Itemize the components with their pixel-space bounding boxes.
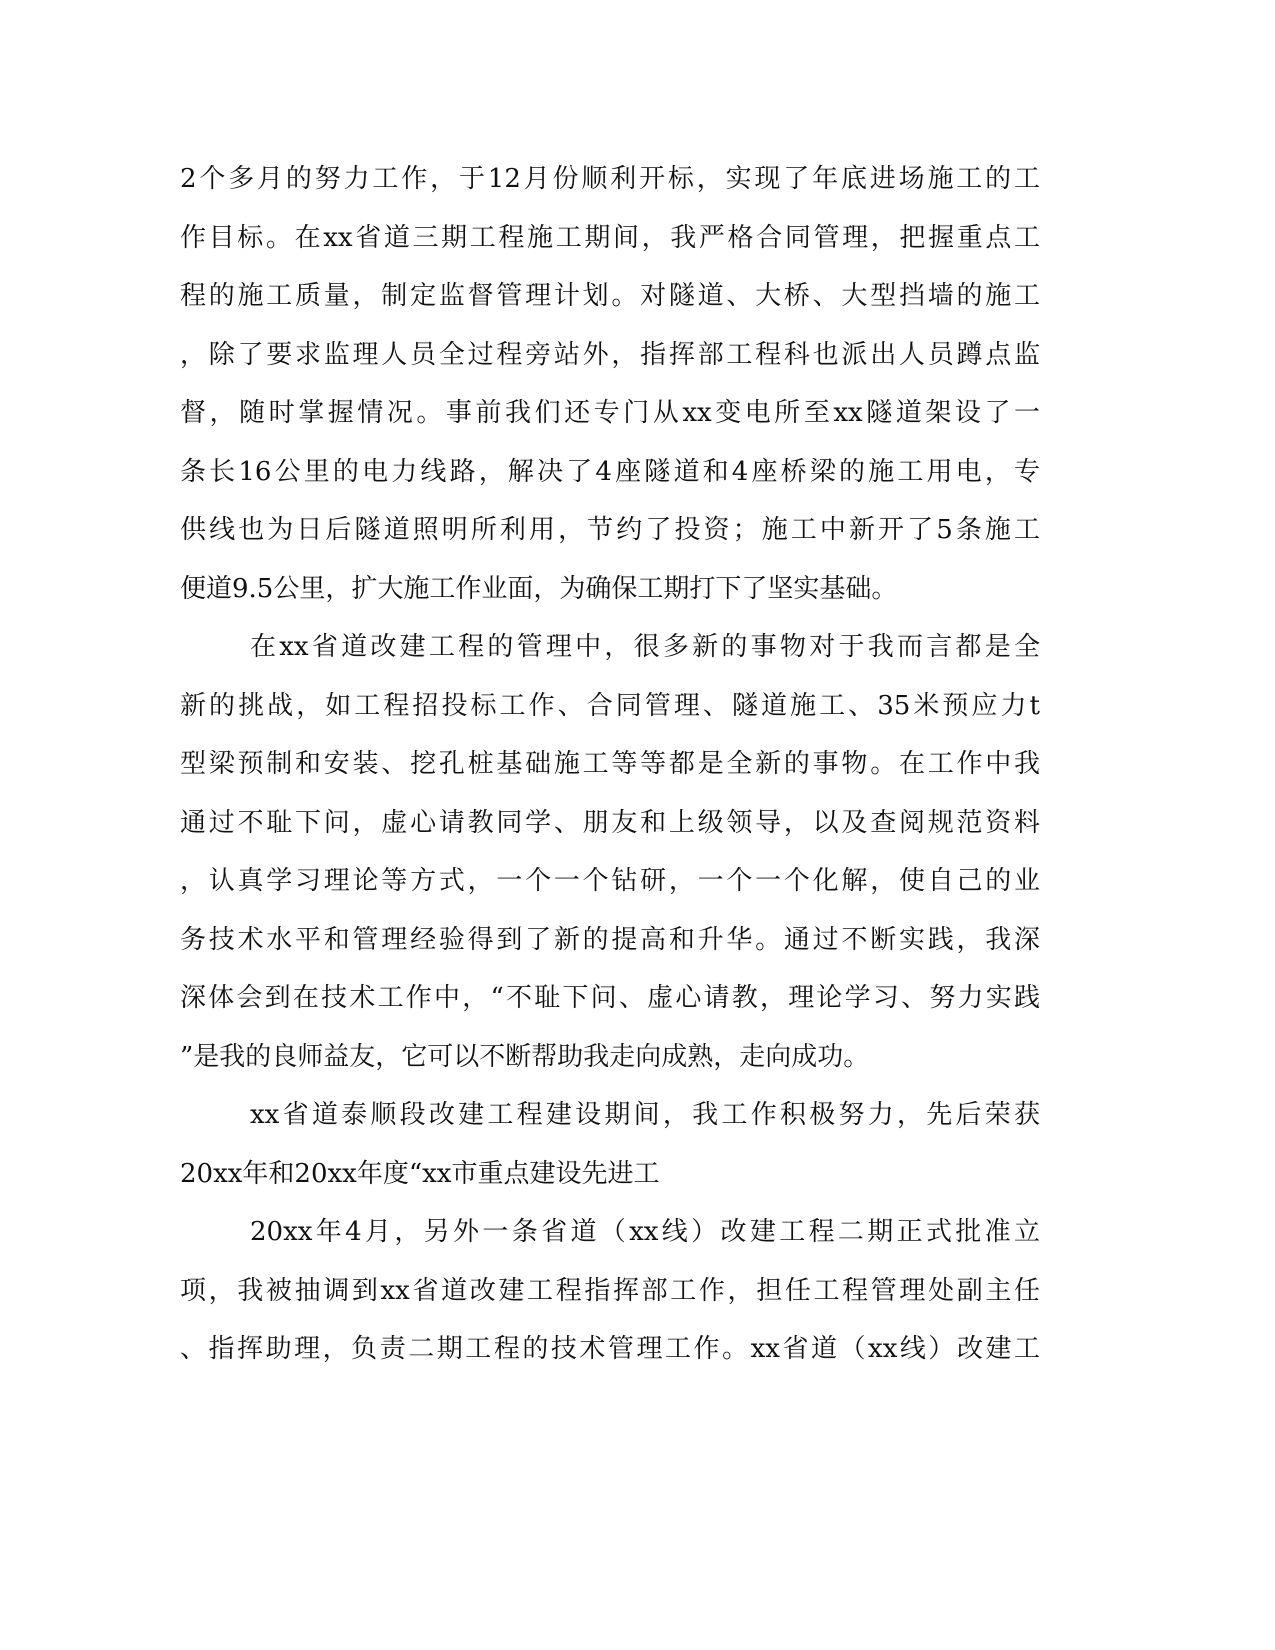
text-line: 型梁预制和安装、挖孔桩基础施工等等都是全新的事物。在工作中我 bbox=[180, 749, 1040, 779]
text-line: 务技术水平和管理经验得到了新的提高和升华。通过不断实践，我深 bbox=[180, 924, 1040, 955]
text-line: ，除了要求监理人员全过程旁站外，指挥部工程科也派出人员蹲点监 bbox=[180, 339, 1040, 370]
text-line: 在xx省道改建工程的管理中，很多新的事物对于我而言都是全 bbox=[250, 632, 1040, 662]
text-line: 项，我被抽调到xx省道改建工程指挥部工作，担任工程管理处副主任 bbox=[180, 1275, 1040, 1306]
text-line: 作目标。在xx省道三期工程施工期间，我严格合同管理，把握重点工 bbox=[180, 222, 1040, 253]
text-line: 供线也为日后隧道照明所利用，节约了投资；施工中新开了5条施工 bbox=[180, 515, 1040, 545]
text-line: 、指挥助理，负责二期工程的技术管理工作。xx省道（xx线）改建工 bbox=[180, 1334, 1040, 1364]
text-line: 条长16公里的电力线路，解决了4座隧道和4座桥梁的施工用电，专 bbox=[180, 456, 1040, 487]
text-line: 深体会到在技术工作中，“不耻下问、虚心请教，理论学习、努力实践 bbox=[180, 983, 1040, 1013]
text-line: 程的施工质量，制定监督管理计划。对隧道、大桥、大型挡墙的施工 bbox=[180, 281, 1040, 311]
text-line: xx省道泰顺段改建工程建设期间，我工作积极努力，先后荣获 bbox=[250, 1100, 1040, 1130]
text-line: 20xx年4月，另外一条省道（xx线）改建工程二期正式批准立 bbox=[250, 1217, 1040, 1247]
document-body bbox=[180, 150, 1040, 1379]
text-line: 20xx年和20xx年度“xx市重点建设先进工 bbox=[180, 1158, 660, 1189]
text-line: 通过不耻下问，虚心请教同学、朋友和上级领导，以及查阅规范资料 bbox=[180, 807, 1040, 838]
text-line: 督，随时掌握情况。事前我们还专门从xx变电所至xx隧道架设了一 bbox=[180, 398, 1040, 428]
text-line: 2个多月的努力工作，于12月份顺利开标，实现了年底进场施工的工 bbox=[180, 164, 1040, 194]
text-line: 新的挑战，如工程招投标工作、合同管理、隧道施工、35米预应力t bbox=[180, 690, 1040, 721]
text-line: 便道9.5公里，扩大施工作业面，为确保工期打下了坚实基础。 bbox=[180, 573, 898, 604]
text-line: ”是我的良师益友，它可以不断帮助我走向成熟，走向成功。 bbox=[180, 1041, 870, 1072]
text-line: ，认真学习理论等方式，一个一个钻研，一个一个化解，使自己的业 bbox=[180, 866, 1040, 896]
